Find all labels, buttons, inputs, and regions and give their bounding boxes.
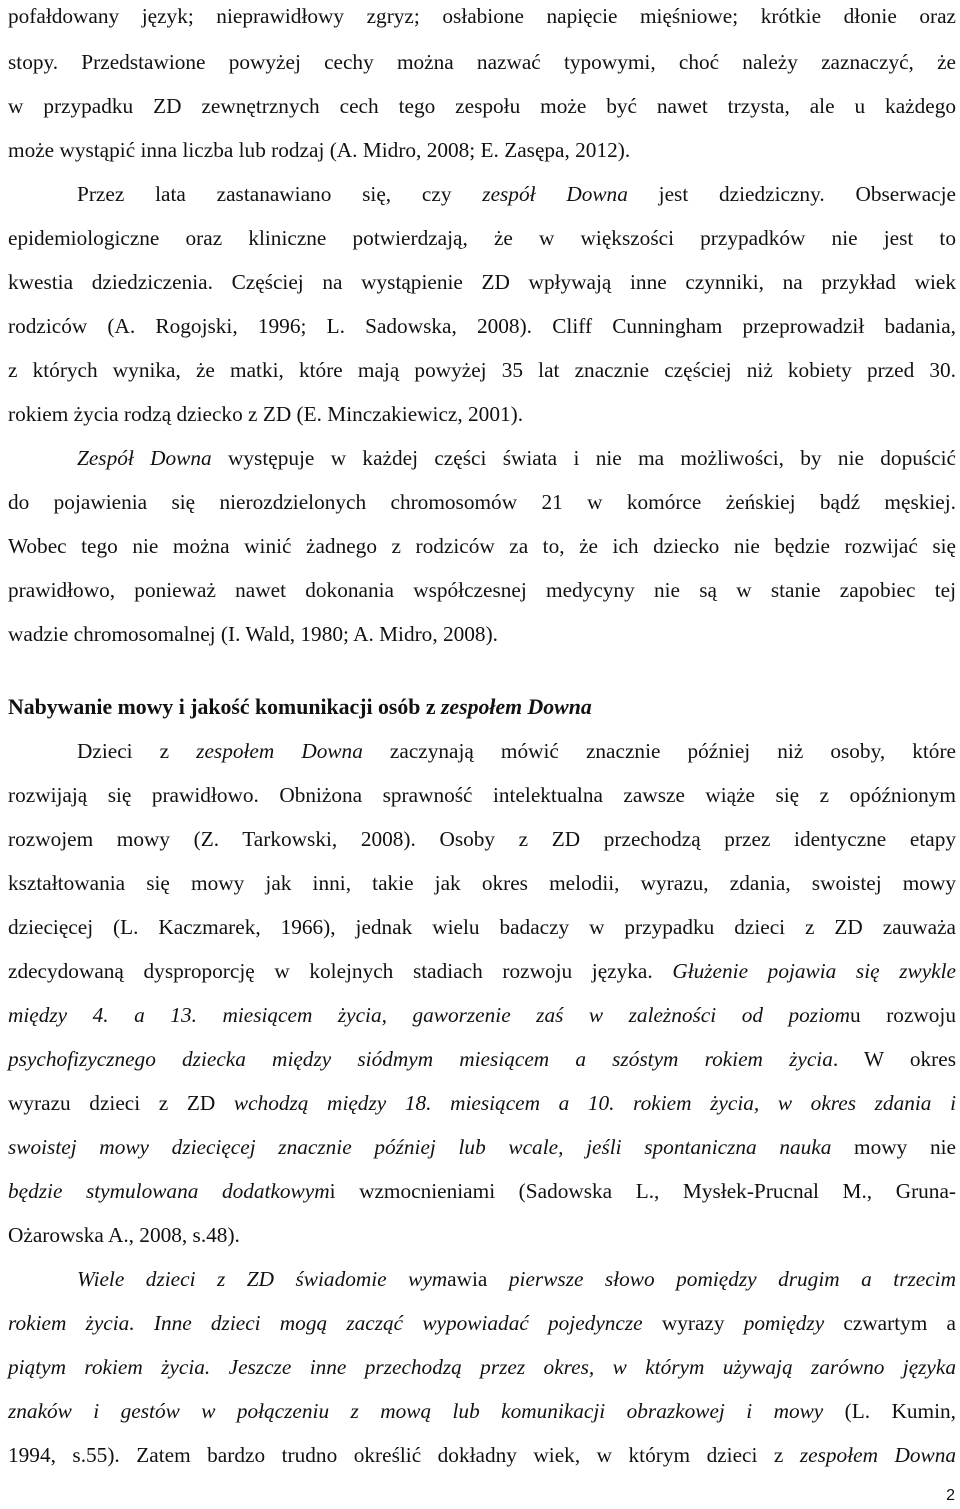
text-line: kwestia dziedziczenia. Częściej na wystąpienie ZD wpływają inne czynniki, na przykład wiek <box>8 270 956 294</box>
text-line: prawidłowo, ponieważ nawet dokonania współczesnej medycyny nie są w stanie zapobiec tej <box>8 578 956 602</box>
text-line: psychofizycznego dziecka między siódmym miesiącem a szóstym rokiem życia. W okres <box>8 1047 957 1071</box>
text-line: epidemiologiczne oraz kliniczne potwierdzają, że w większości przypadków nie jest to <box>8 226 956 250</box>
paragraph-first-line: Dzieci z zespołem Downa zaczynają mówić znacznie później niż osoby, które <box>77 739 956 763</box>
text-line: rozwojem mowy (Z. Tarkowski, 2008). Osoby z ZD przechodzą przez identyczne etapy <box>8 827 956 851</box>
text-line: zdecydowaną dysproporcję w kolejnych stadiach rozwoju języka. Głużenie pojawia się zwykle <box>8 959 956 983</box>
text-line: piątym rokiem życia. Jeszcze inne przechodzą przez okres, w którym używają zarówno języka <box>8 1355 956 1379</box>
text-line: pofałdowany język; nieprawidłowy zgryz; osłabione napięcie mięśniowe; krótkie dłonie oraz <box>8 4 956 28</box>
text-line: rodziców (A. Rogojski, 1996; L. Sadowska, 2008). Cliff Cunningham przeprowadził badania, <box>8 314 956 338</box>
text-line: rokiem życia. Inne dzieci mogą zacząć wypowiadać pojedyncze wyrazy pomiędzy czwartym a <box>8 1311 957 1335</box>
text-line: Wobec tego nie można winić żadnego z rodziców za to, że ich dziecko nie będzie rozwijać się <box>8 534 956 558</box>
text-line: kształtowania się mowy jak inni, takie jak okres melodii, wyrazu, zdania, swoistej mowy <box>8 871 956 895</box>
text-line: 1994, s.55). Zatem bardzo trudno określić dokładny wiek, w którym dzieci z zespołem Downa <box>8 1443 956 1467</box>
text-line: wadzie chromosomalnej (I. Wald, 1980; A. Midro, 2008). <box>8 622 498 646</box>
text-line: dziecięcej (L. Kaczmarek, 1966), jednak wielu badaczy w przypadku dzieci z ZD zauważa <box>8 915 956 939</box>
text-line: stopy. Przedstawione powyżej cechy można nazwać typowymi, choć należy zaznaczyć, że <box>8 50 956 74</box>
text-line: między 4. a 13. miesiącem życia, gaworzenie zaś w zależności od poziomu rozwoju <box>8 1003 956 1027</box>
paragraph-first-line: Przez lata zastanawiano się, czy zespół Downa jest dziedziczny. Obserwacje <box>77 182 956 206</box>
page-number: 2 <box>946 1487 955 1504</box>
text-line: do pojawienia się nierozdzielonych chromosomów 21 w komórce żeńskiej bądź męskiej. <box>8 490 956 514</box>
text-line: będzie stymulowana dodatkowymi wzmocnieniami (Sadowska L., Mysłek-Prucnal M., Gruna- <box>8 1179 957 1203</box>
text-line: może wystąpić inna liczba lub rodzaj (A. Midro, 2008; E. Zasępa, 2012). <box>8 138 631 162</box>
paragraph-first-line: Wiele dzieci z ZD świadomie wymawia pierwsze słowo pomiędzy drugim a trzecim <box>77 1267 956 1291</box>
text-line: wyrazu dzieci z ZD wchodzą między 18. miesiącem a 10. rokiem życia, w okres zdania i <box>8 1091 956 1115</box>
text-line: rozwijają się prawidłowo. Obniżona sprawność intelektualna zawsze wiąże się z opóźnionym <box>8 783 956 807</box>
text-line: znaków i gestów w połączeniu z mową lub komunikacji obrazkowej i mowy (L. Kumin, <box>8 1399 957 1423</box>
paragraph-first-line: Zespół Downa występuje w każdej części świata i nie ma możliwości, by nie dopuścić <box>77 446 956 470</box>
text-line: rokiem życia rodzą dziecko z ZD (E. Minczakiewicz, 2001). <box>8 402 524 426</box>
text-line: swoistej mowy dziecięcej znacznie później lub wcale, jeśli spontaniczna nauka mowy nie <box>8 1135 956 1159</box>
section-heading: Nabywanie mowy i jakość komunikacji osób z zespołem Downa <box>8 695 592 719</box>
text-line: w przypadku ZD zewnętrznych cech tego zespołu może być nawet trzysta, ale u każdego <box>8 94 956 118</box>
text-line: z których wynika, że matki, które mają powyżej 35 lat znacznie częściej niż kobiety przed 30. <box>8 358 956 382</box>
text-line: Ożarowska A., 2008, s.48). <box>8 1223 240 1247</box>
